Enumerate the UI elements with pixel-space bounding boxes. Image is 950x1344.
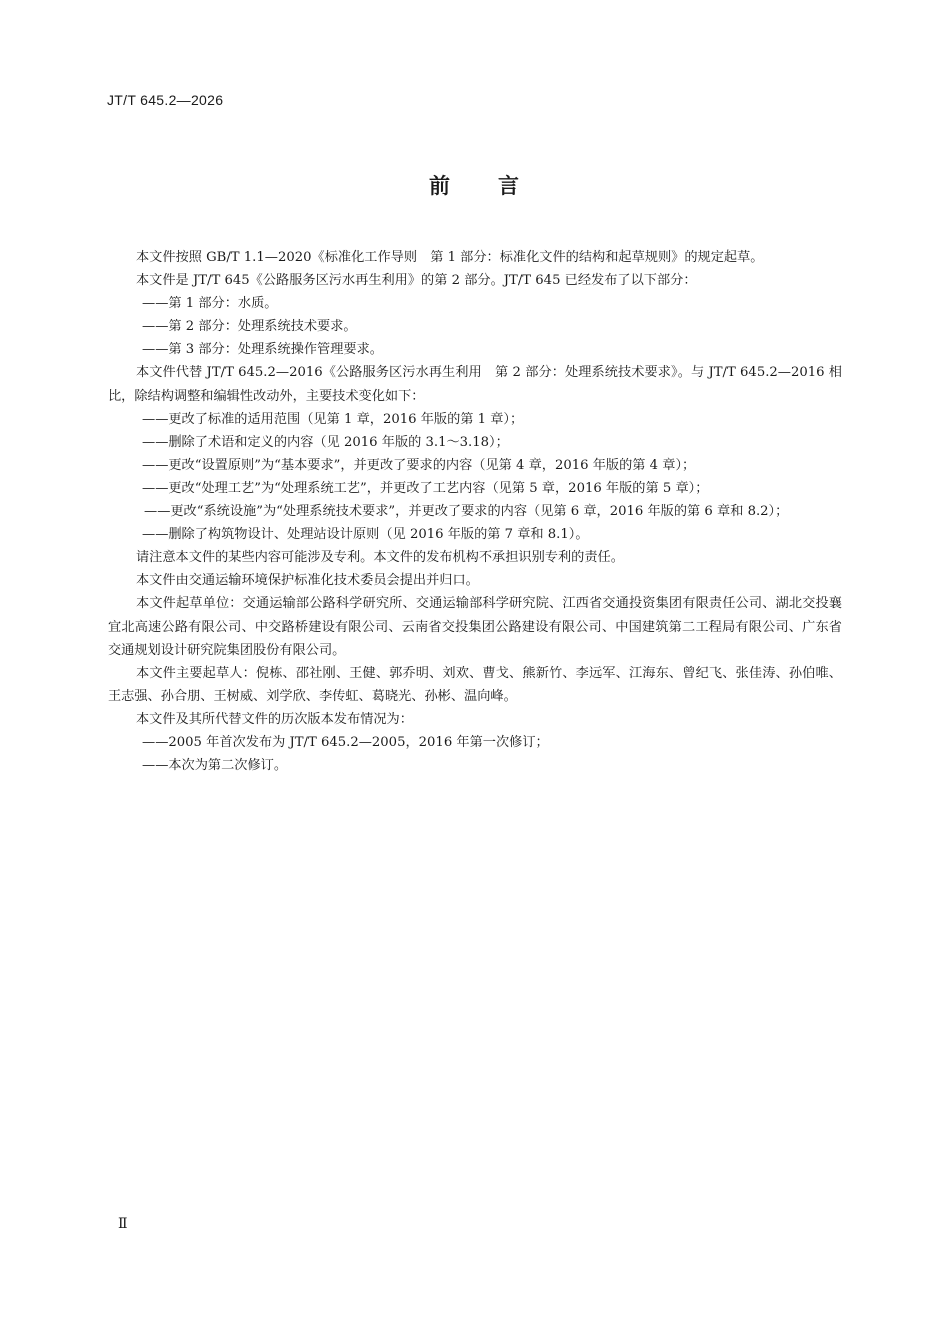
paragraph-proposer: 本文件由交通运输环境保护标准化技术委员会提出并归口。	[136, 573, 479, 589]
list-item-change-structures: ——删除了构筑物设计、处理站设计原则（见 2016 年版的第 7 章和 8.1）。	[142, 527, 589, 543]
paragraph-drafting-units: 本文件起草单位：交通运输部公路科学研究所、交通运输部科学研究院、江西省交通投资集团有限责任公司、湖北交投襄宜北高速公路有限公司、中交路桥建设有限公司、云南省交投集团公路建设有限公司、中国建筑第二工程局有限公司、广东省交通规划设计研究院集团股份有限公司。	[108, 596, 842, 658]
list-item-change-facilities: ——更改“系统设施”为“处理系统技术要求”，并更改了要求的内容（见第 6 章，2016 年版的第 6 章和 8.2）；	[144, 504, 789, 520]
title-char-1: 前	[429, 174, 452, 198]
list-item-part-3: ——第 3 部分：处理系统操作管理要求。	[142, 342, 383, 358]
list-item-history-first: ——2005 年首次发布为 JT/T 645.2—2005，2016 年第一次修订；	[142, 734, 549, 750]
page-number: Ⅱ	[118, 1216, 128, 1232]
list-item-change-scope: ——更改了标准的适用范围（见第 1 章，2016 年版的第 1 章）；	[142, 411, 524, 427]
list-item-change-process: ——更改“处理工艺”为“处理系统工艺”，并更改了工艺内容（见第 5 章，2016 年版的第 5 章）；	[142, 480, 709, 496]
paragraph-history-intro: 本文件及其所代替文件的历次版本发布情况为：	[136, 711, 413, 727]
paragraph-replacement: 本文件代替 JT/T 645.2—2016《公路服务区污水再生利用 第 2 部分：处理系统技术要求》。与 JT/T 645.2—2016 相比，除结构调整和编辑性改动外，主要技术变化如下：	[108, 365, 842, 404]
list-item-change-principles: ——更改“设置原则”为“基本要求”，并更改了要求的内容（见第 4 章，2016 年版的第 4 章）；	[142, 457, 696, 473]
list-item-part-2: ——第 2 部分：处理系统技术要求。	[142, 319, 357, 335]
list-item-part-1: ——第 1 部分：水质。	[142, 296, 278, 312]
document-code: JT/T 645.2—2026	[107, 92, 224, 108]
list-item-history-current: ——本次为第二次修订。	[142, 758, 288, 774]
title-char-2: 言	[498, 174, 521, 198]
paragraph-patent-notice: 请注意本文件的某些内容可能涉及专利。本文件的发布机构不承担识别专利的责任。	[136, 550, 624, 566]
foreword-body	[108, 246, 842, 777]
list-item-change-terms: ——删除了术语和定义的内容（见 2016 年版的 3.1～3.18）；	[142, 434, 509, 450]
paragraph-series-intro: 本文件是 JT/T 645《公路服务区污水再生利用》的第 2 部分。JT/T 645 已经发布了以下部分：	[136, 273, 697, 289]
paragraph-drafters: 本文件主要起草人：倪栋、邵社刚、王健、郭乔明、刘欢、曹戈、熊新竹、李远军、江海东、曾纪飞、张佳涛、孙伯唯、王志强、孙合朋、王树威、刘学欣、李传虹、葛晓光、孙彬、温向峰。	[108, 665, 842, 704]
page-title	[0, 170, 950, 200]
paragraph-drafting-basis: 本文件按照 GB/T 1.1—2020《标准化工作导则 第 1 部分：标准化文件的结构和起草规则》的规定起草。	[136, 250, 764, 265]
